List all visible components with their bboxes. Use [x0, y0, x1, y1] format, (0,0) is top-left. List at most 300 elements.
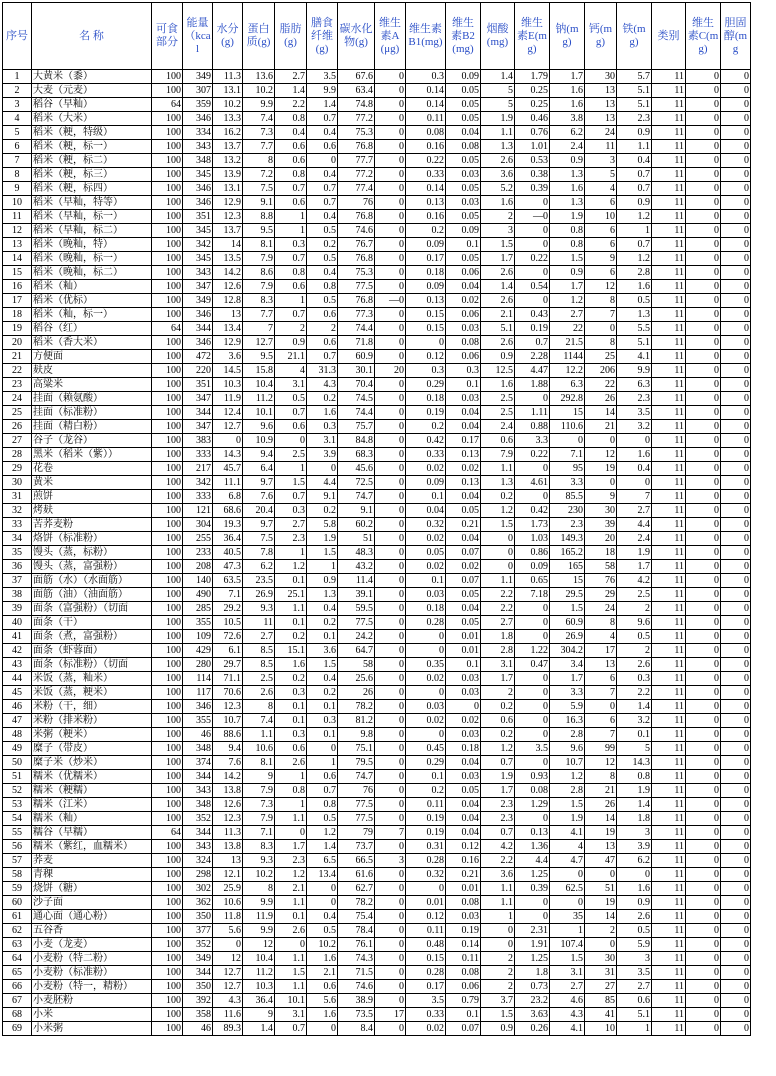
value-cell: 1.6: [481, 196, 515, 210]
value-cell: 14.2: [213, 770, 243, 784]
value-cell: 0: [375, 644, 406, 658]
value-cell: 0.19: [406, 406, 446, 420]
value-cell: 1.1: [275, 980, 307, 994]
table-row: [3, 784, 751, 798]
value-cell: 0.03: [446, 322, 481, 336]
value-cell: 1.7: [617, 560, 652, 574]
value-cell: 13.5: [213, 252, 243, 266]
value-cell: 1.4: [481, 280, 515, 294]
food-name-cell: 面条（虾蓉面）: [32, 644, 152, 658]
value-cell: 71.1: [213, 672, 243, 686]
value-cell: 0.08: [446, 896, 481, 910]
value-cell: 7.7: [243, 308, 275, 322]
value-cell: 2.7: [550, 308, 585, 322]
value-cell: 5.1: [617, 336, 652, 350]
value-cell: 350: [183, 980, 213, 994]
value-cell: 58: [338, 658, 375, 672]
value-cell: 233: [183, 546, 213, 560]
value-cell: 355: [183, 714, 213, 728]
value-cell: 1: [275, 294, 307, 308]
food-name-cell: 稻米（籼）: [32, 280, 152, 294]
value-cell: 0: [686, 252, 721, 266]
value-cell: 66.5: [338, 854, 375, 868]
value-cell: 89.3: [213, 1022, 243, 1036]
table-row: [3, 728, 751, 742]
value-cell: 1.6: [275, 658, 307, 672]
value-cell: 0: [686, 630, 721, 644]
value-cell: 100: [152, 924, 183, 938]
value-cell: 0: [375, 630, 406, 644]
value-cell: 11.3: [213, 70, 243, 84]
value-cell: 0: [686, 728, 721, 742]
value-cell: 1.1: [275, 812, 307, 826]
value-cell: 6.5: [307, 854, 338, 868]
value-cell: 1.1: [481, 462, 515, 476]
column-header: 脂肪(g): [275, 3, 307, 70]
nutrition-table: [2, 2, 751, 1036]
value-cell: 1.4: [307, 98, 338, 112]
value-cell: 46: [183, 728, 213, 742]
value-cell: 0.16: [406, 210, 446, 224]
table-row: [3, 560, 751, 574]
table-row: [3, 364, 751, 378]
value-cell: 0.2: [307, 686, 338, 700]
value-cell: —0: [515, 210, 550, 224]
value-cell: 0: [585, 938, 617, 952]
value-cell: 1.25: [515, 868, 550, 882]
value-cell: 3.1: [275, 1008, 307, 1022]
value-cell: 0.6: [307, 308, 338, 322]
value-cell: 0: [375, 378, 406, 392]
value-cell: 24: [585, 126, 617, 140]
value-cell: 0: [686, 126, 721, 140]
value-cell: 2.6: [481, 154, 515, 168]
value-cell: 0.6: [307, 140, 338, 154]
value-cell: 2.2: [481, 854, 515, 868]
value-cell: 0: [721, 70, 751, 84]
value-cell: 0: [375, 1022, 406, 1036]
value-cell: 0: [375, 728, 406, 742]
row-index-cell: 22: [3, 364, 32, 378]
value-cell: 0: [686, 658, 721, 672]
value-cell: 6: [585, 238, 617, 252]
value-cell: 1.1: [481, 126, 515, 140]
value-cell: 0.4: [307, 266, 338, 280]
value-cell: 59.5: [338, 602, 375, 616]
value-cell: 1.6: [550, 182, 585, 196]
value-cell: 0: [375, 420, 406, 434]
value-cell: 4.3: [213, 994, 243, 1008]
value-cell: 0.05: [446, 784, 481, 798]
value-cell: 100: [152, 84, 183, 98]
value-cell: 6: [585, 266, 617, 280]
value-cell: 9.9: [243, 924, 275, 938]
value-cell: 0.5: [275, 392, 307, 406]
value-cell: 11: [652, 560, 686, 574]
value-cell: 349: [183, 294, 213, 308]
value-cell: 10.3: [213, 378, 243, 392]
column-header: 钠(mg): [550, 3, 585, 70]
value-cell: 9.9: [307, 84, 338, 98]
row-index-cell: 62: [3, 924, 32, 938]
value-cell: 0: [375, 840, 406, 854]
value-cell: 0.33: [406, 1008, 446, 1022]
value-cell: 0.32: [406, 518, 446, 532]
value-cell: 0: [686, 952, 721, 966]
value-cell: 1.1: [481, 574, 515, 588]
value-cell: 2: [481, 210, 515, 224]
value-cell: 0.5: [307, 252, 338, 266]
row-index-cell: 60: [3, 896, 32, 910]
value-cell: 7.5: [243, 532, 275, 546]
value-cell: 11.4: [338, 574, 375, 588]
food-name-cell: 烙饼（标准粉）: [32, 532, 152, 546]
value-cell: 11.9: [213, 392, 243, 406]
table-row: [3, 574, 751, 588]
value-cell: 165.2: [550, 546, 585, 560]
value-cell: 1.5: [307, 546, 338, 560]
value-cell: 1.9: [481, 112, 515, 126]
value-cell: 7.3: [243, 798, 275, 812]
value-cell: 0: [307, 154, 338, 168]
value-cell: 0: [686, 854, 721, 868]
value-cell: 8.8: [243, 210, 275, 224]
value-cell: 13: [585, 658, 617, 672]
value-cell: 0: [686, 588, 721, 602]
value-cell: 0.02: [406, 714, 446, 728]
value-cell: 76.7: [338, 238, 375, 252]
value-cell: 100: [152, 154, 183, 168]
value-cell: 0.14: [446, 938, 481, 952]
table-row: [3, 798, 751, 812]
value-cell: 0: [375, 280, 406, 294]
value-cell: 11: [652, 322, 686, 336]
table-row: [3, 742, 751, 756]
value-cell: 0.15: [406, 322, 446, 336]
value-cell: 2.6: [275, 756, 307, 770]
value-cell: 0: [375, 658, 406, 672]
value-cell: 0.7: [275, 406, 307, 420]
value-cell: 25.9: [213, 882, 243, 896]
column-header: 维生素A(μg): [375, 3, 406, 70]
value-cell: 0: [721, 378, 751, 392]
food-name-cell: 馒头（蒸，富强粉）: [32, 560, 152, 574]
value-cell: 10.6: [243, 742, 275, 756]
value-cell: 100: [152, 252, 183, 266]
value-cell: 0: [686, 238, 721, 252]
value-cell: 0: [375, 448, 406, 462]
value-cell: 0: [686, 966, 721, 980]
value-cell: 11: [652, 462, 686, 476]
value-cell: 280: [183, 658, 213, 672]
food-name-cell: 糯米（优糯米）: [32, 770, 152, 784]
value-cell: 0.42: [515, 504, 550, 518]
food-name-cell: 稻米（籼，标一）: [32, 308, 152, 322]
value-cell: 79: [338, 826, 375, 840]
value-cell: 0.19: [515, 322, 550, 336]
row-index-cell: 52: [3, 784, 32, 798]
value-cell: 0: [375, 714, 406, 728]
value-cell: 0: [275, 938, 307, 952]
value-cell: 74.4: [338, 322, 375, 336]
value-cell: 1.25: [515, 952, 550, 966]
value-cell: 25.1: [275, 588, 307, 602]
value-cell: 0: [686, 462, 721, 476]
value-cell: 2.3: [617, 392, 652, 406]
value-cell: 374: [183, 756, 213, 770]
value-cell: 11: [652, 210, 686, 224]
value-cell: 1.3: [481, 140, 515, 154]
value-cell: 0.03: [446, 392, 481, 406]
value-cell: 3.7: [481, 994, 515, 1008]
table-row: [3, 252, 751, 266]
value-cell: 0: [721, 798, 751, 812]
value-cell: 100: [152, 168, 183, 182]
value-cell: 2: [481, 686, 515, 700]
value-cell: 0.4: [307, 602, 338, 616]
row-index-cell: 59: [3, 882, 32, 896]
value-cell: 11: [652, 448, 686, 462]
value-cell: 0: [721, 770, 751, 784]
value-cell: 0: [686, 210, 721, 224]
row-index-cell: 6: [3, 140, 32, 154]
value-cell: 349: [183, 70, 213, 84]
table-row: [3, 378, 751, 392]
value-cell: 0: [686, 280, 721, 294]
value-cell: 4.2: [617, 574, 652, 588]
food-name-cell: 稻米（香大米）: [32, 336, 152, 350]
value-cell: 0: [721, 448, 751, 462]
value-cell: 7.6: [213, 756, 243, 770]
value-cell: 22: [550, 322, 585, 336]
value-cell: 1.8: [481, 630, 515, 644]
column-header: 烟酸(mg): [481, 3, 515, 70]
table-row: [3, 182, 751, 196]
value-cell: 0: [585, 868, 617, 882]
value-cell: 0.17: [446, 434, 481, 448]
value-cell: 5.1: [617, 1008, 652, 1022]
header-row: [3, 3, 751, 70]
value-cell: 0.8: [275, 784, 307, 798]
value-cell: 0: [375, 742, 406, 756]
value-cell: 0.4: [617, 154, 652, 168]
value-cell: 0: [721, 994, 751, 1008]
value-cell: 9.7: [243, 476, 275, 490]
value-cell: 0: [686, 882, 721, 896]
row-index-cell: 20: [3, 336, 32, 350]
value-cell: 0.2: [481, 728, 515, 742]
value-cell: 0: [686, 448, 721, 462]
value-cell: 1.5: [275, 476, 307, 490]
value-cell: 0.05: [406, 546, 446, 560]
value-cell: 0.18: [446, 742, 481, 756]
value-cell: 0.7: [307, 196, 338, 210]
table-row: [3, 980, 751, 994]
food-name-cell: 小麦粉（特二粉）: [32, 952, 152, 966]
value-cell: 324: [183, 854, 213, 868]
value-cell: 1.9: [307, 532, 338, 546]
row-index-cell: 56: [3, 840, 32, 854]
value-cell: 1.5: [275, 966, 307, 980]
row-index-cell: 2: [3, 84, 32, 98]
value-cell: 11: [652, 84, 686, 98]
value-cell: 1.73: [515, 518, 550, 532]
value-cell: 12.9: [213, 196, 243, 210]
value-cell: 362: [183, 896, 213, 910]
value-cell: 2.1: [275, 882, 307, 896]
value-cell: 31.3: [307, 364, 338, 378]
column-header: 维生素E(mg): [515, 3, 550, 70]
value-cell: 11: [652, 392, 686, 406]
value-cell: 1.7: [550, 70, 585, 84]
value-cell: 1.2: [275, 868, 307, 882]
row-index-cell: 39: [3, 602, 32, 616]
column-header: 名 称: [32, 3, 152, 70]
value-cell: 11: [652, 840, 686, 854]
value-cell: 13: [585, 112, 617, 126]
value-cell: 0.7: [617, 168, 652, 182]
table-row: [3, 140, 751, 154]
value-cell: 0.43: [515, 308, 550, 322]
value-cell: 0: [515, 672, 550, 686]
value-cell: 0.6: [617, 994, 652, 1008]
value-cell: 2.4: [481, 420, 515, 434]
value-cell: 2.3: [550, 518, 585, 532]
value-cell: 0.8: [307, 798, 338, 812]
row-index-cell: 19: [3, 322, 32, 336]
value-cell: 11: [652, 266, 686, 280]
value-cell: 45.6: [338, 462, 375, 476]
value-cell: 0.05: [446, 504, 481, 518]
value-cell: 0: [375, 224, 406, 238]
value-cell: 0.03: [446, 728, 481, 742]
value-cell: 47: [585, 854, 617, 868]
value-cell: 0: [721, 532, 751, 546]
value-cell: 0: [721, 672, 751, 686]
value-cell: 0.1: [307, 630, 338, 644]
table-row: [3, 658, 751, 672]
row-index-cell: 38: [3, 588, 32, 602]
value-cell: 0: [686, 784, 721, 798]
value-cell: 9: [585, 252, 617, 266]
value-cell: 3.3: [550, 476, 585, 490]
value-cell: 2.4: [550, 140, 585, 154]
value-cell: 13.6: [243, 70, 275, 84]
value-cell: 1.4: [617, 798, 652, 812]
row-index-cell: 44: [3, 672, 32, 686]
value-cell: 61.6: [338, 868, 375, 882]
value-cell: 100: [152, 336, 183, 350]
table-row: [3, 196, 751, 210]
value-cell: 30: [585, 70, 617, 84]
value-cell: 7.9: [243, 784, 275, 798]
value-cell: 0.7: [307, 350, 338, 364]
table-row: [3, 294, 751, 308]
value-cell: 100: [152, 658, 183, 672]
value-cell: 13.8: [213, 784, 243, 798]
value-cell: 15: [550, 574, 585, 588]
food-name-cell: 稻米（粳，标三）: [32, 168, 152, 182]
value-cell: 12.7: [243, 336, 275, 350]
value-cell: 0: [481, 924, 515, 938]
food-name-cell: 米粉（干，细）: [32, 700, 152, 714]
value-cell: 11: [652, 126, 686, 140]
value-cell: 0.7: [307, 182, 338, 196]
value-cell: 9.6: [617, 616, 652, 630]
value-cell: 304: [183, 518, 213, 532]
value-cell: 12: [243, 938, 275, 952]
value-cell: 343: [183, 140, 213, 154]
value-cell: 0: [686, 140, 721, 154]
value-cell: 0.2: [481, 490, 515, 504]
value-cell: 0: [721, 336, 751, 350]
value-cell: 9: [243, 770, 275, 784]
value-cell: 1: [307, 560, 338, 574]
value-cell: 377: [183, 924, 213, 938]
value-cell: 0.5: [307, 224, 338, 238]
value-cell: 12.2: [550, 364, 585, 378]
value-cell: 0: [721, 644, 751, 658]
value-cell: 10.6: [213, 896, 243, 910]
value-cell: 8: [585, 616, 617, 630]
value-cell: 110.6: [550, 420, 585, 434]
value-cell: 3.9: [617, 840, 652, 854]
value-cell: 26.9: [243, 588, 275, 602]
value-cell: 0: [375, 308, 406, 322]
column-header: 碳水化物(g): [338, 3, 375, 70]
value-cell: 6: [585, 196, 617, 210]
row-index-cell: 28: [3, 448, 32, 462]
value-cell: 0: [550, 868, 585, 882]
value-cell: 0: [686, 700, 721, 714]
value-cell: 0.38: [515, 168, 550, 182]
value-cell: 40.5: [213, 546, 243, 560]
value-cell: 14: [213, 238, 243, 252]
value-cell: 9.5: [243, 350, 275, 364]
value-cell: 1.8: [617, 812, 652, 826]
value-cell: 11: [652, 868, 686, 882]
value-cell: 2.7: [481, 616, 515, 630]
value-cell: 60.2: [338, 518, 375, 532]
value-cell: 47.3: [213, 560, 243, 574]
value-cell: 1.01: [515, 140, 550, 154]
table-row: [3, 476, 751, 490]
column-header: 胆固醇(mg: [721, 3, 751, 70]
value-cell: 2.2: [275, 98, 307, 112]
food-name-cell: 糜子米（炒米）: [32, 756, 152, 770]
value-cell: 16.3: [550, 714, 585, 728]
value-cell: 8.3: [243, 840, 275, 854]
value-cell: 46: [183, 1022, 213, 1036]
value-cell: 11: [652, 630, 686, 644]
value-cell: 2: [617, 602, 652, 616]
row-index-cell: 61: [3, 910, 32, 924]
value-cell: 1.5: [481, 238, 515, 252]
food-name-cell: 糯米（紫红，血糯米）: [32, 840, 152, 854]
value-cell: 100: [152, 756, 183, 770]
value-cell: 12.6: [213, 798, 243, 812]
value-cell: 3: [375, 854, 406, 868]
value-cell: 0.9: [617, 896, 652, 910]
value-cell: 2.7: [617, 980, 652, 994]
value-cell: 12.7: [213, 966, 243, 980]
food-name-cell: 烤麸: [32, 504, 152, 518]
row-index-cell: 54: [3, 812, 32, 826]
row-index-cell: 40: [3, 616, 32, 630]
food-name-cell: 面条（干）: [32, 616, 152, 630]
value-cell: 11: [243, 616, 275, 630]
value-cell: 0.2: [406, 784, 446, 798]
